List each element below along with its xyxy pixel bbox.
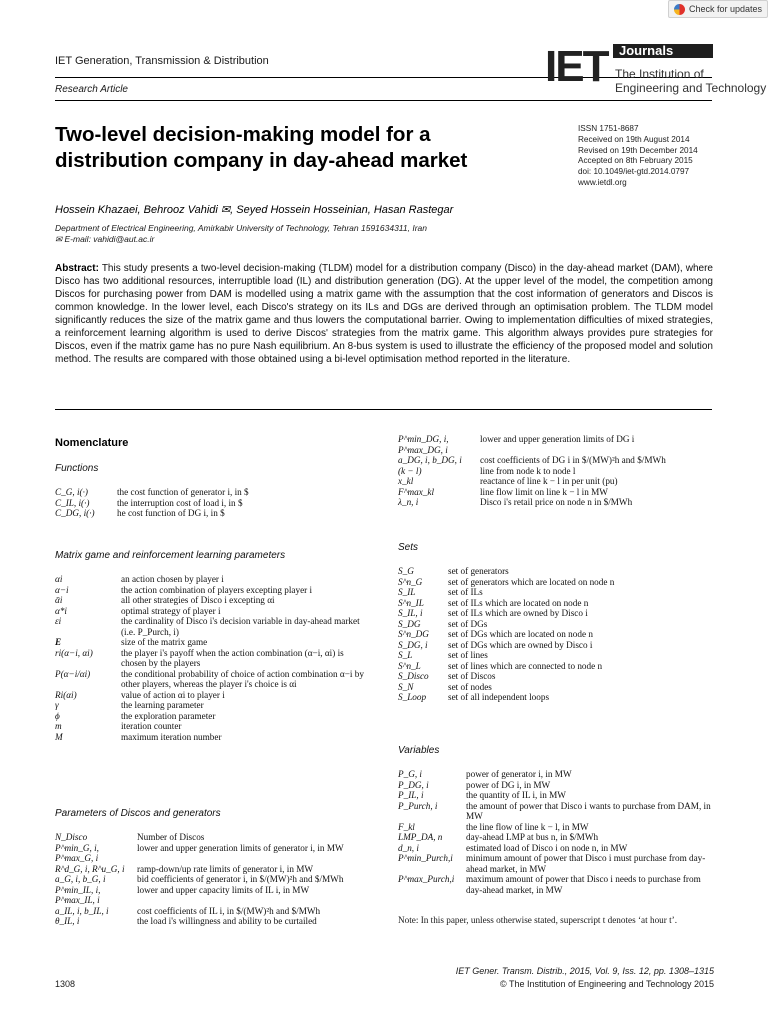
crossmark-icon: [674, 4, 685, 15]
symbol: S^n_DG: [398, 629, 429, 639]
nomenclature-row: [55, 721, 370, 732]
symbol: θ_IL, i: [55, 916, 80, 926]
logo-line-1: The Institution of: [615, 67, 704, 81]
definition: set of generators which are located on node n: [448, 576, 615, 587]
symbol: αi: [55, 574, 63, 584]
nomenclature-row: [55, 508, 365, 519]
symbol: P_Purch, i: [398, 800, 438, 811]
symbol: ᾱi: [55, 595, 63, 605]
nomenclature-row: [398, 661, 713, 672]
definition: set of lines: [448, 650, 488, 660]
symbol: P^max_Purch,i: [398, 874, 455, 884]
nomenclature-row: [55, 843, 370, 864]
symbol: P(α−i/αi): [55, 668, 91, 679]
nomenclature-row: [398, 853, 713, 874]
symbol: M: [55, 731, 63, 742]
paper-title: [55, 122, 555, 174]
nomenclature-row: [398, 566, 713, 577]
nomenclature-row: [398, 780, 713, 791]
doi[interactable]: doi: 10.1049/iet-gtd.2014.0797: [578, 167, 690, 177]
nomenclature-row: [398, 832, 713, 843]
definition: the action combination of players excepting player i: [121, 584, 313, 595]
symbol: F_kl: [398, 821, 415, 832]
nomenclature-row: [55, 669, 370, 690]
definition: minimum amount of power that Disco i must purchase from day-ahead market, in MW: [466, 853, 706, 874]
nomenclature-row: [55, 700, 370, 711]
definition: set of ILs which are owned by Disco i: [448, 608, 588, 618]
symbol: S_DG, i: [398, 639, 428, 650]
abstract-divider: [55, 409, 712, 410]
symbol: P^min_IL, i, P^max_IL, i: [55, 884, 101, 905]
definition: set of ILs which are located on node n: [448, 597, 589, 608]
symbol: C_G, i(·): [55, 487, 88, 497]
symbol: P_IL, i: [398, 790, 424, 800]
nomenclature-row: [55, 616, 370, 637]
definition: the player i's payoff when the action combination (α−i, αi) is chosen by the players: [121, 647, 344, 668]
issn: ISSN 1751-8687: [578, 124, 639, 133]
nomenclature-row: [55, 916, 370, 927]
right-top-list: [398, 434, 713, 508]
symbol: P_G, i: [398, 769, 422, 779]
journal-name: IET Generation, Transmission & Distribution: [55, 55, 269, 67]
definition: set of DGs: [448, 618, 488, 629]
nomenclature-row: [55, 690, 370, 701]
definition: Number of Discos: [137, 832, 205, 842]
nomenclature-row: [55, 874, 370, 885]
nomenclature-row: [55, 606, 370, 617]
nomenclature-row: [398, 587, 713, 598]
variables-list: [398, 769, 713, 895]
nomenclature-row: [55, 711, 370, 722]
definition: lower and upper capacity limits of IL i, in MW: [137, 884, 310, 895]
symbol: N_Disco: [55, 832, 88, 842]
nomenclature-row: [398, 619, 713, 630]
authors: Hossein Khazaei, Behrooz Vahidi ✉, Seyed Hossein Hosseinian, Hasan Rastegar: [55, 204, 454, 216]
nomenclature-row: [398, 640, 713, 651]
definition: value of action αi to player i: [121, 689, 225, 700]
definition: the cost function of generator i, in $: [117, 487, 249, 497]
footer-copyright: © The Institution of Engineering and Technology 2015: [500, 979, 714, 989]
definition: the load i's willingness and ability to be curtailed: [137, 916, 317, 926]
definition: maximum iteration number: [121, 731, 222, 742]
logo-line-2: Engineering and Technology: [615, 81, 767, 95]
symbol: S^n_G: [398, 576, 423, 587]
symbol: γ: [55, 700, 59, 710]
symbol: E: [55, 637, 62, 647]
symbol: m: [55, 721, 62, 731]
symbol: S_IL: [398, 587, 416, 597]
author-email[interactable]: ✉ E-mail: vahidi@aut.ac.ir: [55, 234, 155, 244]
sets-list: [398, 566, 713, 703]
nomenclature-note: Note: In this paper, unless otherwise stated, superscript t denotes ‘at hour t’.: [398, 915, 678, 925]
page-number: 1308: [55, 979, 76, 989]
check-for-updates-label: Check for updates: [688, 4, 763, 14]
nomenclature-row: [398, 790, 713, 801]
symbol: C_IL, i(·): [55, 497, 90, 508]
matrix-game-heading: Matrix game and reinforcement learning parameters: [55, 550, 286, 561]
definition: an action chosen by player i: [121, 574, 224, 584]
definition: Disco i's retail price on node n in $/MWh: [480, 497, 633, 507]
website-link[interactable]: www.ietdl.org: [578, 177, 627, 187]
matrix-game-list: [55, 574, 370, 742]
definition: all other strategies of Disco i excepting αi: [121, 595, 275, 605]
symbol: S_Disco: [398, 671, 429, 681]
symbol: S_N: [398, 681, 414, 692]
article-meta: [578, 124, 698, 189]
nomenclature-row: [398, 801, 713, 822]
nomenclature-row: [398, 874, 713, 895]
symbol: R^d_G, i, R^u_G, i: [55, 863, 125, 874]
definition: bid coefficients of generator i, in $/(MW)²h and $/MWh: [137, 874, 344, 884]
nomenclature-row: [55, 885, 370, 906]
nomenclature-row: [55, 585, 370, 596]
abstract: [55, 262, 713, 366]
definition: the learning parameter: [121, 700, 204, 710]
nomenclature-heading: Nomenclature: [55, 437, 129, 449]
nomenclature-row: [55, 648, 370, 669]
nomenclature-row: [55, 498, 365, 509]
symbol: F^max_kl: [398, 486, 435, 497]
accepted-date: Accepted on 8th February 2015: [578, 156, 693, 166]
nomenclature-row: [55, 595, 370, 606]
symbol: ϕ: [55, 710, 60, 721]
revised-date: Revised on 19th December 2014: [578, 145, 698, 155]
functions-list: [55, 487, 365, 519]
symbol: S_IL, i: [398, 608, 423, 618]
symbol: α−i: [55, 584, 69, 595]
definition: the conditional probability of choice of action combination α−i by other players, whereas the player i's choice is αi: [121, 668, 364, 689]
definition: set of nodes: [448, 681, 492, 692]
definition: lower and upper generation limits of generator i, in MW: [137, 842, 344, 853]
nomenclature-row: [398, 466, 713, 477]
affiliation-block: [55, 223, 427, 245]
nomenclature-row: [398, 577, 713, 588]
definition: the exploration parameter: [121, 710, 216, 721]
definition: set of ILs: [448, 587, 483, 597]
definition: estimated load of Disco i on node n, in MW: [466, 842, 628, 853]
nomenclature-row: [55, 864, 370, 875]
functions-heading: Functions: [55, 463, 99, 474]
definition: set of DGs which are located on node n: [448, 629, 593, 639]
check-for-updates-button[interactable]: [668, 0, 768, 18]
nomenclature-row: [55, 574, 370, 585]
nomenclature-row: [398, 682, 713, 693]
symbol: S_DG: [398, 618, 421, 629]
symbol: S^n_IL: [398, 597, 424, 608]
nomenclature-row: [398, 843, 713, 854]
symbol: P_DG, i: [398, 779, 429, 790]
nomenclature-row: [398, 497, 713, 508]
abstract-label: Abstract:: [55, 263, 99, 274]
nomenclature-row: [398, 769, 713, 780]
definition: the quantity of IL i, in MW: [466, 790, 566, 800]
nomenclature-row: [398, 487, 713, 498]
symbol: P^min_DG, i, P^max_DG, i: [398, 434, 449, 455]
symbol: λ_n, i: [398, 497, 419, 507]
received-date: Received on 19th August 2014: [578, 134, 690, 144]
definition: power of generator i, in MW: [466, 769, 572, 779]
definition: reactance of line k − l in per unit (pu): [480, 476, 618, 486]
symbol: Ri(αi): [55, 689, 77, 700]
footer-citation: IET Gener. Transm. Distrib., 2015, Vol. 9, Iss. 12, pp. 1308–1315: [455, 966, 714, 976]
definition: optimal strategy of player i: [121, 605, 221, 616]
nomenclature-row: [398, 455, 713, 466]
definition: size of the matrix game: [121, 637, 208, 647]
symbol: εi: [55, 616, 62, 626]
abstract-text: This study presents a two-level decision-making (TLDM) model for a distribution company (Disco) in the day-ahead market (DAM), where Disco has two additional resources, interruptible load (IL) and distribution generation (DG). At the upper level of the model, the competition among Discos for purchasing power from DAM is modelled using a matrix game with the assumption that the cost information of generators and Discos is common knowledge. In the lower level, each Disco's strategy on its ILs and DGs are derived through an optimisation problem. The TLDM model significantly reduces the size of the matrix game and thus lowers the computational barrier. Owing to implementation difficulties of mixed strategies, a reinforcement learning algorithm is used to derive Discos' strategies from the matrix game. This algorithm always provides pure strategies for Discos, even if the matrix game has no pure Nash equilibrium. An 8-bus system is used to illustrate the efficiency of the proposed model and solution method. The results are compared with those obtained using a bi-level optimisation method reported in the literature.: [55, 263, 713, 365]
definition: the amount of power that Disco i wants to purchase from DAM, in MW: [466, 800, 711, 821]
params-heading: Parameters of Discos and generators: [55, 808, 221, 819]
nomenclature-row: [55, 637, 370, 648]
symbol: a_G, i, b_G, i: [55, 874, 106, 884]
definition: the cardinality of Disco i's decision variable in day-ahead market (i.e. P_Purch, i): [121, 616, 360, 637]
title-line: distribution company in day-ahead market: [55, 149, 468, 172]
definition: lower and upper generation limits of DG i: [480, 434, 635, 444]
variables-heading: Variables: [398, 745, 440, 756]
definition: line from node k to node l: [480, 465, 576, 476]
header-divider-2: [55, 100, 712, 101]
article-type: Research Article: [55, 84, 128, 95]
nomenclature-row: [55, 906, 370, 917]
symbol: S_Loop: [398, 692, 427, 702]
definition: set of DGs which are owned by Disco i: [448, 639, 593, 650]
symbol: d_n, i: [398, 842, 419, 853]
nomenclature-row: [55, 732, 370, 743]
nomenclature-row: [398, 476, 713, 487]
symbol: x_kl: [398, 476, 414, 486]
definition: iteration counter: [121, 721, 182, 731]
nomenclature-row: [398, 629, 713, 640]
params-list: [55, 832, 370, 927]
symbol: (k − l): [398, 465, 422, 476]
title-line: Two-level decision-making model for a: [55, 123, 431, 146]
symbol: a_DG, i, b_DG, i: [398, 455, 462, 465]
definition: set of generators: [448, 566, 509, 576]
definition: line flow limit on line k − l in MW: [480, 486, 608, 497]
nomenclature-row: [398, 692, 713, 703]
nomenclature-row: [398, 434, 713, 455]
nomenclature-row: [398, 671, 713, 682]
symbol: P^min_Purch,i: [398, 853, 453, 863]
iet-journals-logo: [545, 42, 767, 98]
definition: power of DG i, in MW: [466, 779, 551, 790]
symbol: S_G: [398, 566, 414, 576]
nomenclature-row: [55, 487, 365, 498]
nomenclature-row: [398, 650, 713, 661]
sets-heading: Sets: [398, 542, 419, 553]
nomenclature-row: [398, 822, 713, 833]
journals-band: Journals: [613, 44, 713, 58]
definition: set of all independent loops: [448, 692, 550, 702]
affiliation: Department of Electrical Engineering, Amirkabir University of Technology, Tehran 1591634311, Iran: [55, 223, 427, 233]
iet-logo-mark: IET: [545, 42, 608, 91]
symbol: S_L: [398, 650, 413, 660]
symbol: a_IL, i, b_IL, i: [55, 905, 109, 916]
definition: day-ahead LMP at bus n, in $/MWh: [466, 832, 599, 842]
nomenclature-row: [398, 608, 713, 619]
nomenclature-row: [398, 598, 713, 609]
symbol: ri(α−i, αi): [55, 647, 93, 658]
nomenclature-row: [55, 832, 370, 843]
definition: cost coefficients of IL i, in $/(MW)²h and $/MWh: [137, 905, 321, 916]
symbol: S^n_L: [398, 660, 421, 671]
definition: he cost function of DG i, in $: [117, 508, 225, 518]
symbol: P^min_G, i, P^max_G, i: [55, 842, 99, 863]
definition: set of Discos: [448, 671, 496, 681]
symbol: LMP_DA, n: [398, 832, 443, 842]
definition: ramp-down/up rate limits of generator i, in MW: [137, 863, 314, 874]
definition: maximum amount of power that Disco i needs to purchase from day-ahead market, in MW: [466, 874, 701, 895]
definition: cost coefficients of DG i in $/(MW)²h and $/MWh: [480, 455, 666, 465]
symbol: α*i: [55, 605, 67, 616]
definition: the line flow of line k − l, in MW: [466, 821, 589, 832]
definition: set of lines which are connected to node n: [448, 660, 603, 671]
symbol: C_DG, i(·): [55, 508, 95, 518]
definition: the interruption cost of load i, in $: [117, 497, 243, 508]
